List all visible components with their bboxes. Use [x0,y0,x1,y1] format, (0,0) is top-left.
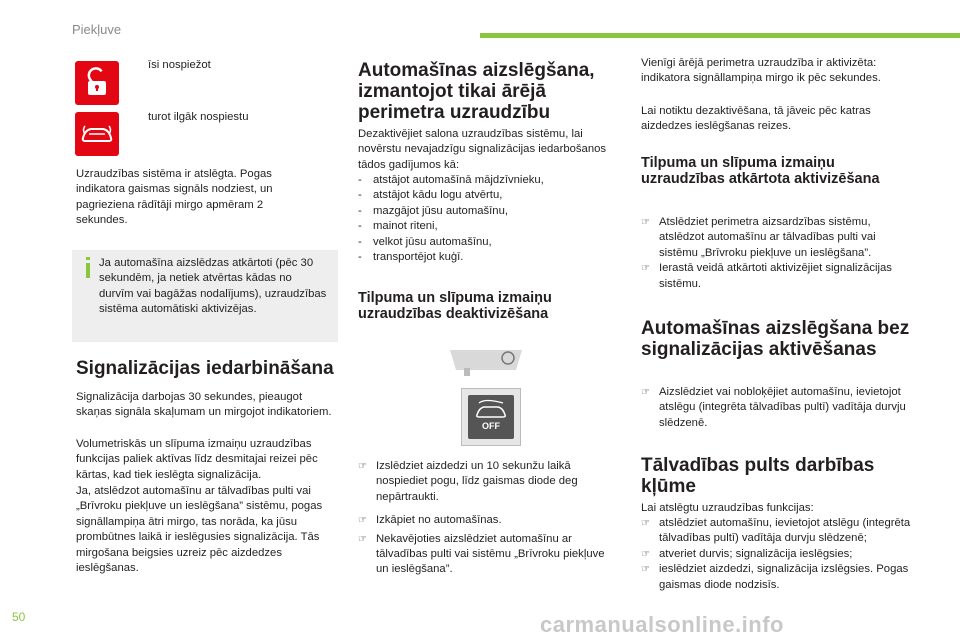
remote-fault-steps [641,516,911,593]
list-item: ☞ ieslēdziet aizdedzi, signalizācija izslēgsies. Pogas gaismas diode nodzisīs. [641,563,909,591]
reactivation-heading: Tilpuma un slīpuma izmaiņu uzraudzības atkārtota aktivizēšana [641,155,880,187]
page-number: 50 [12,610,26,624]
list-item: ☞ Atslēdziet perimetra aizsardzības sistēmu, atslēdzot automašīnu ar tālvadības pulti vai sistēmu „Brīvroku piekļuve un ieslēgšana”. [641,216,876,259]
arrow-bullet-icon: ☞ [358,461,367,472]
perimeter-only-paragraph: Vienīgi ārējā perimetra uzraudzība ir aktivizēta: indikatora signāllampiņa mirgo ik pēc sekundes. [641,57,881,85]
alarm-paragraph-3: Ja, atslēdzot automašīnu ar tālvadības pulti vai „Brīvroku piekļuve un ieslēgšana” sistēmu, pogas signāllampiņa ātri mirgo, tas norāda, ka jūsu prombūtnes laikā ir ieslēgusies signalizācija. Tās mirgošana beigsies uzreiz pēc aizdedzes ieslēgšanas. [76,485,323,575]
ceiling-console-illustration [446,340,530,380]
list-item: - atstājot kādu logu atvērtu, [358,188,608,203]
alarm-paragraph-1: Signalizācija darbojas 30 sekundes, pieaugot skaņas signāla skaļumam un mirgojot indikatoriem. [76,391,332,419]
list-item: ☞ Izkāpiet no automašīnas. [358,513,610,528]
lock-without-alarm-heading: Automašīnas aizslēgšana bez signalizācijas aktivēšanas [641,318,910,360]
situations-list [358,173,608,265]
arrow-bullet-icon: ☞ [358,515,367,527]
info-note-text: Ja automašīna aizslēdzas atkārtoti (pēc 30 sekundēm, ja netiek atvērtas kādas no durvīm vai bagāžas nodalījums), uzraudzības sistēma automātiski aktivizējas. [99,257,327,316]
open-padlock-icon [75,61,119,105]
deactivation-note-paragraph: Lai notiktu dezaktivēšana, tā jāveic pēc katras aizdedzes ieslēgšanas reizes. [641,105,871,133]
header-accent-bar [480,33,960,38]
list-item: ☞ atslēdziet automašīnu, ievietojot atslēgu (integrēta tālvadības pultī) vadītāja durvju slēdzenē; [641,517,911,545]
reactivation-steps [641,215,911,292]
list-item: - mazgājot jūsu automašīnu, [358,204,608,219]
list-item: - velkot jūsu automašīnu, [358,235,608,250]
arrow-bullet-icon: ☞ [641,387,650,398]
remote-fault-heading: Tālvadības pults darbības kļūme [641,455,875,497]
list-item: ☞ Ierastā veidā atkārtoti aktivizējiet signalizācijas sistēmu. [641,262,892,290]
list-item: ☞ Aizslēdziet vai nobloķējiet automašīnu, ievietojot atslēgu (integrēta tālvadības pultī) vadītāja durvju slēdzenē. [641,386,906,429]
arrow-bullet-icon: ☞ [641,217,650,228]
off-button-image [461,388,521,446]
arrow-bullet-icon: ☞ [358,533,367,545]
arrow-bullet-icon: ☞ [641,518,650,529]
list-item: - atstājot automašīnā mājdzīvnieku, [358,173,608,188]
list-item: ☞ Nekavējoties aizslēdziet automašīnu ar tālvadības pulti vai sistēmu „Brīvroku piekļuve un ieslēgšana”. [358,532,605,576]
arrow-bullet-icon: ☞ [641,564,650,576]
info-icon-stem [86,263,90,276]
watermark: carmanualsonline.info [540,612,784,637]
alarm-paragraph-2: Volumetriskās un slīpuma izmaiņu uzraudzības funkcijas paliek aktīvas līdz desmitajai reizei pēc kārtas, kad tiek ieslēgta signalizācija. [76,438,318,481]
unlock-button-image [75,61,119,105]
list-item: ☞ Izslēdziet aizdedzi un 10 sekunžu laikā nospiediet pogu, līdz gaismas diode deg nepārtraukti. [358,460,578,503]
deactivate-intro-paragraph: Dezaktivējiet salona uzraudzības sistēmu, lai novērstu nevajadzīgu signalizācijas iedarbošanos tādos gadījumos kā: [358,128,607,171]
alarm-trigger-heading: Signalizācijas iedarbināšana [76,358,334,379]
list-item: - mainot riteni, [358,219,608,234]
info-icon-dot [86,257,90,260]
off-label: OFF [482,421,500,431]
arrow-bullet-icon: ☞ [641,548,650,560]
car-alarm-icon [75,112,119,156]
lock-perimeter-heading: Automašīnas aizslēgšana, izmantojot tikai ārējā perimetra uzraudzību [358,60,595,123]
car-alarm-icon [468,395,514,421]
arrow-bullet-icon: ☞ [641,263,650,275]
page-header-title: Piekļuve [72,22,122,37]
tilt-deactivation-heading: Tilpuma un slīpuma izmaiņu uzraudzības deaktivizēšana [358,290,552,322]
list-item: ☞ atveriet durvis; signalizācija ieslēgsies; [641,547,911,562]
lock-without-alarm-steps [641,385,911,431]
deactivation-steps [358,459,610,578]
system-off-paragraph: Uzraudzības sistēma ir atslēgta. Pogas indikatora gaismas signāls nodziest, un pagrieziena rādītāji mirgo apmēram 2 sekundes. [76,168,273,227]
off-button-face [468,395,514,439]
list-item: - transportējot kuģī. [358,250,608,265]
alarm-button-image [75,112,119,156]
remote-fault-intro: Lai atslēgtu uzraudzības funkcijas: [641,502,814,514]
long-press-label: turot ilgāk nospiestu [148,111,249,123]
short-press-label: īsi nospiežot [148,59,211,71]
